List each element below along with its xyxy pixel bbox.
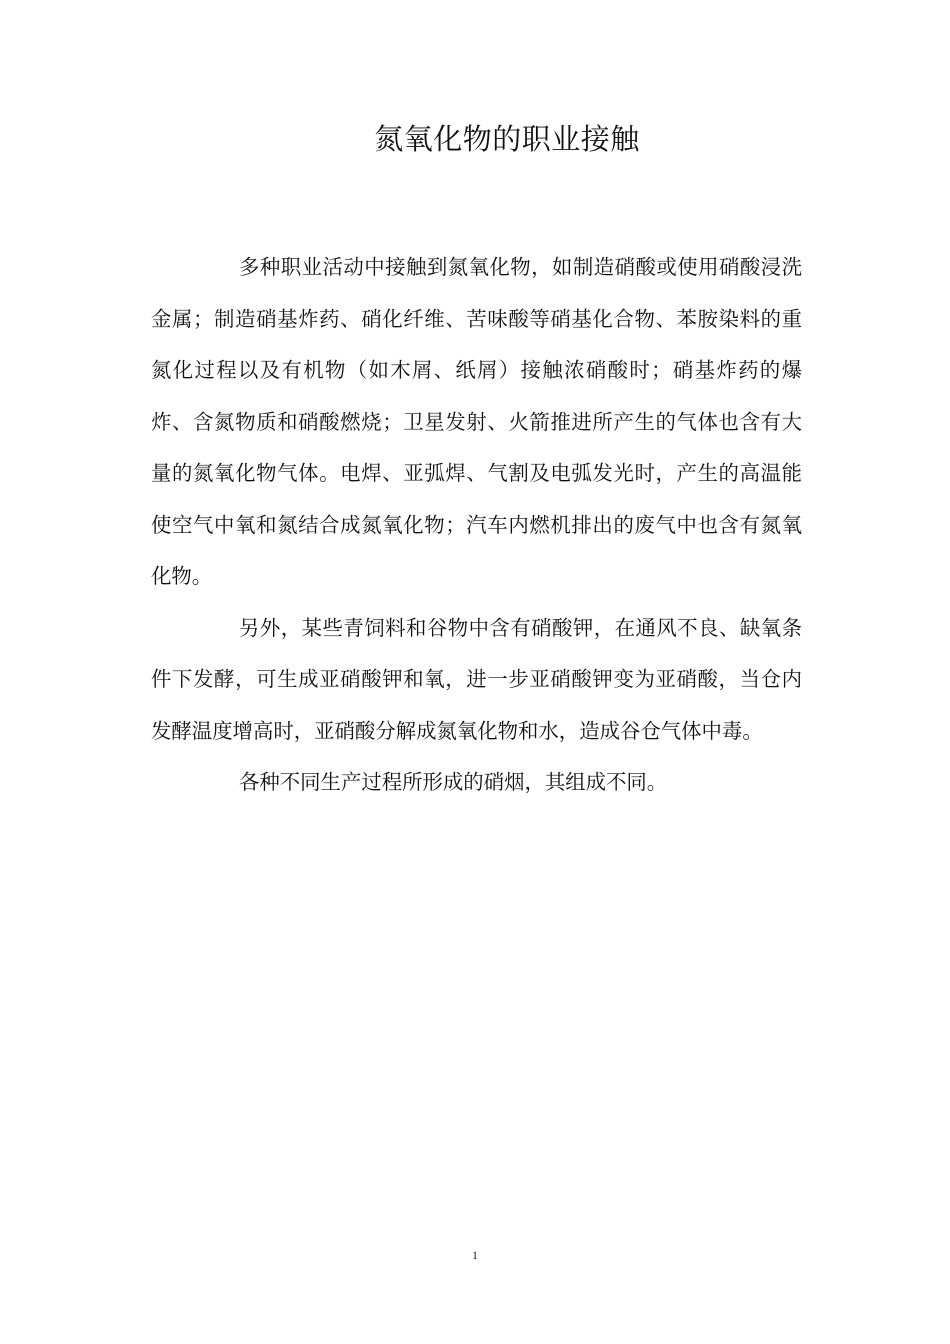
paragraph-1: 多种职业活动中接触到氮氧化物，如制造硝酸或使用硝酸浸洗金属；制造硝基炸药、硝化纤维、苦味酸等硝基化合物、苯胺染料的重氮化过程以及有机物（如木屑、纸屑）接触浓硝酸时；硝基炸药的爆炸、含氮物质和硝酸燃烧；卫星发射、火箭推进所产生的气体也含有大量的氮氧化物气体。电焊、亚弧焊、气割及电弧发光时，产生的高温能使空气中氧和氮结合成氮氧化物；汽车内燃机排出的废气中也含有氮氧化物。 [151, 255, 802, 588]
document-title: 氮氧化物的职业接触 [374, 122, 640, 156]
page-number: 1 [472, 1248, 478, 1262]
paragraph-2: 另外，某些青饲料和谷物中含有硝酸钾，在通风不良、缺氧条件下发酵，可生成亚硝酸钾和氧，进一步亚硝酸钾变为亚硝酸，当仓内发酵温度增高时，亚硝酸分解成氮氧化物和水，造成谷仓气体中毒。 [151, 615, 802, 743]
document-body [151, 242, 802, 809]
paragraph-3: 各种不同生产过程所形成的硝烟，其组成不同。 [239, 770, 668, 794]
